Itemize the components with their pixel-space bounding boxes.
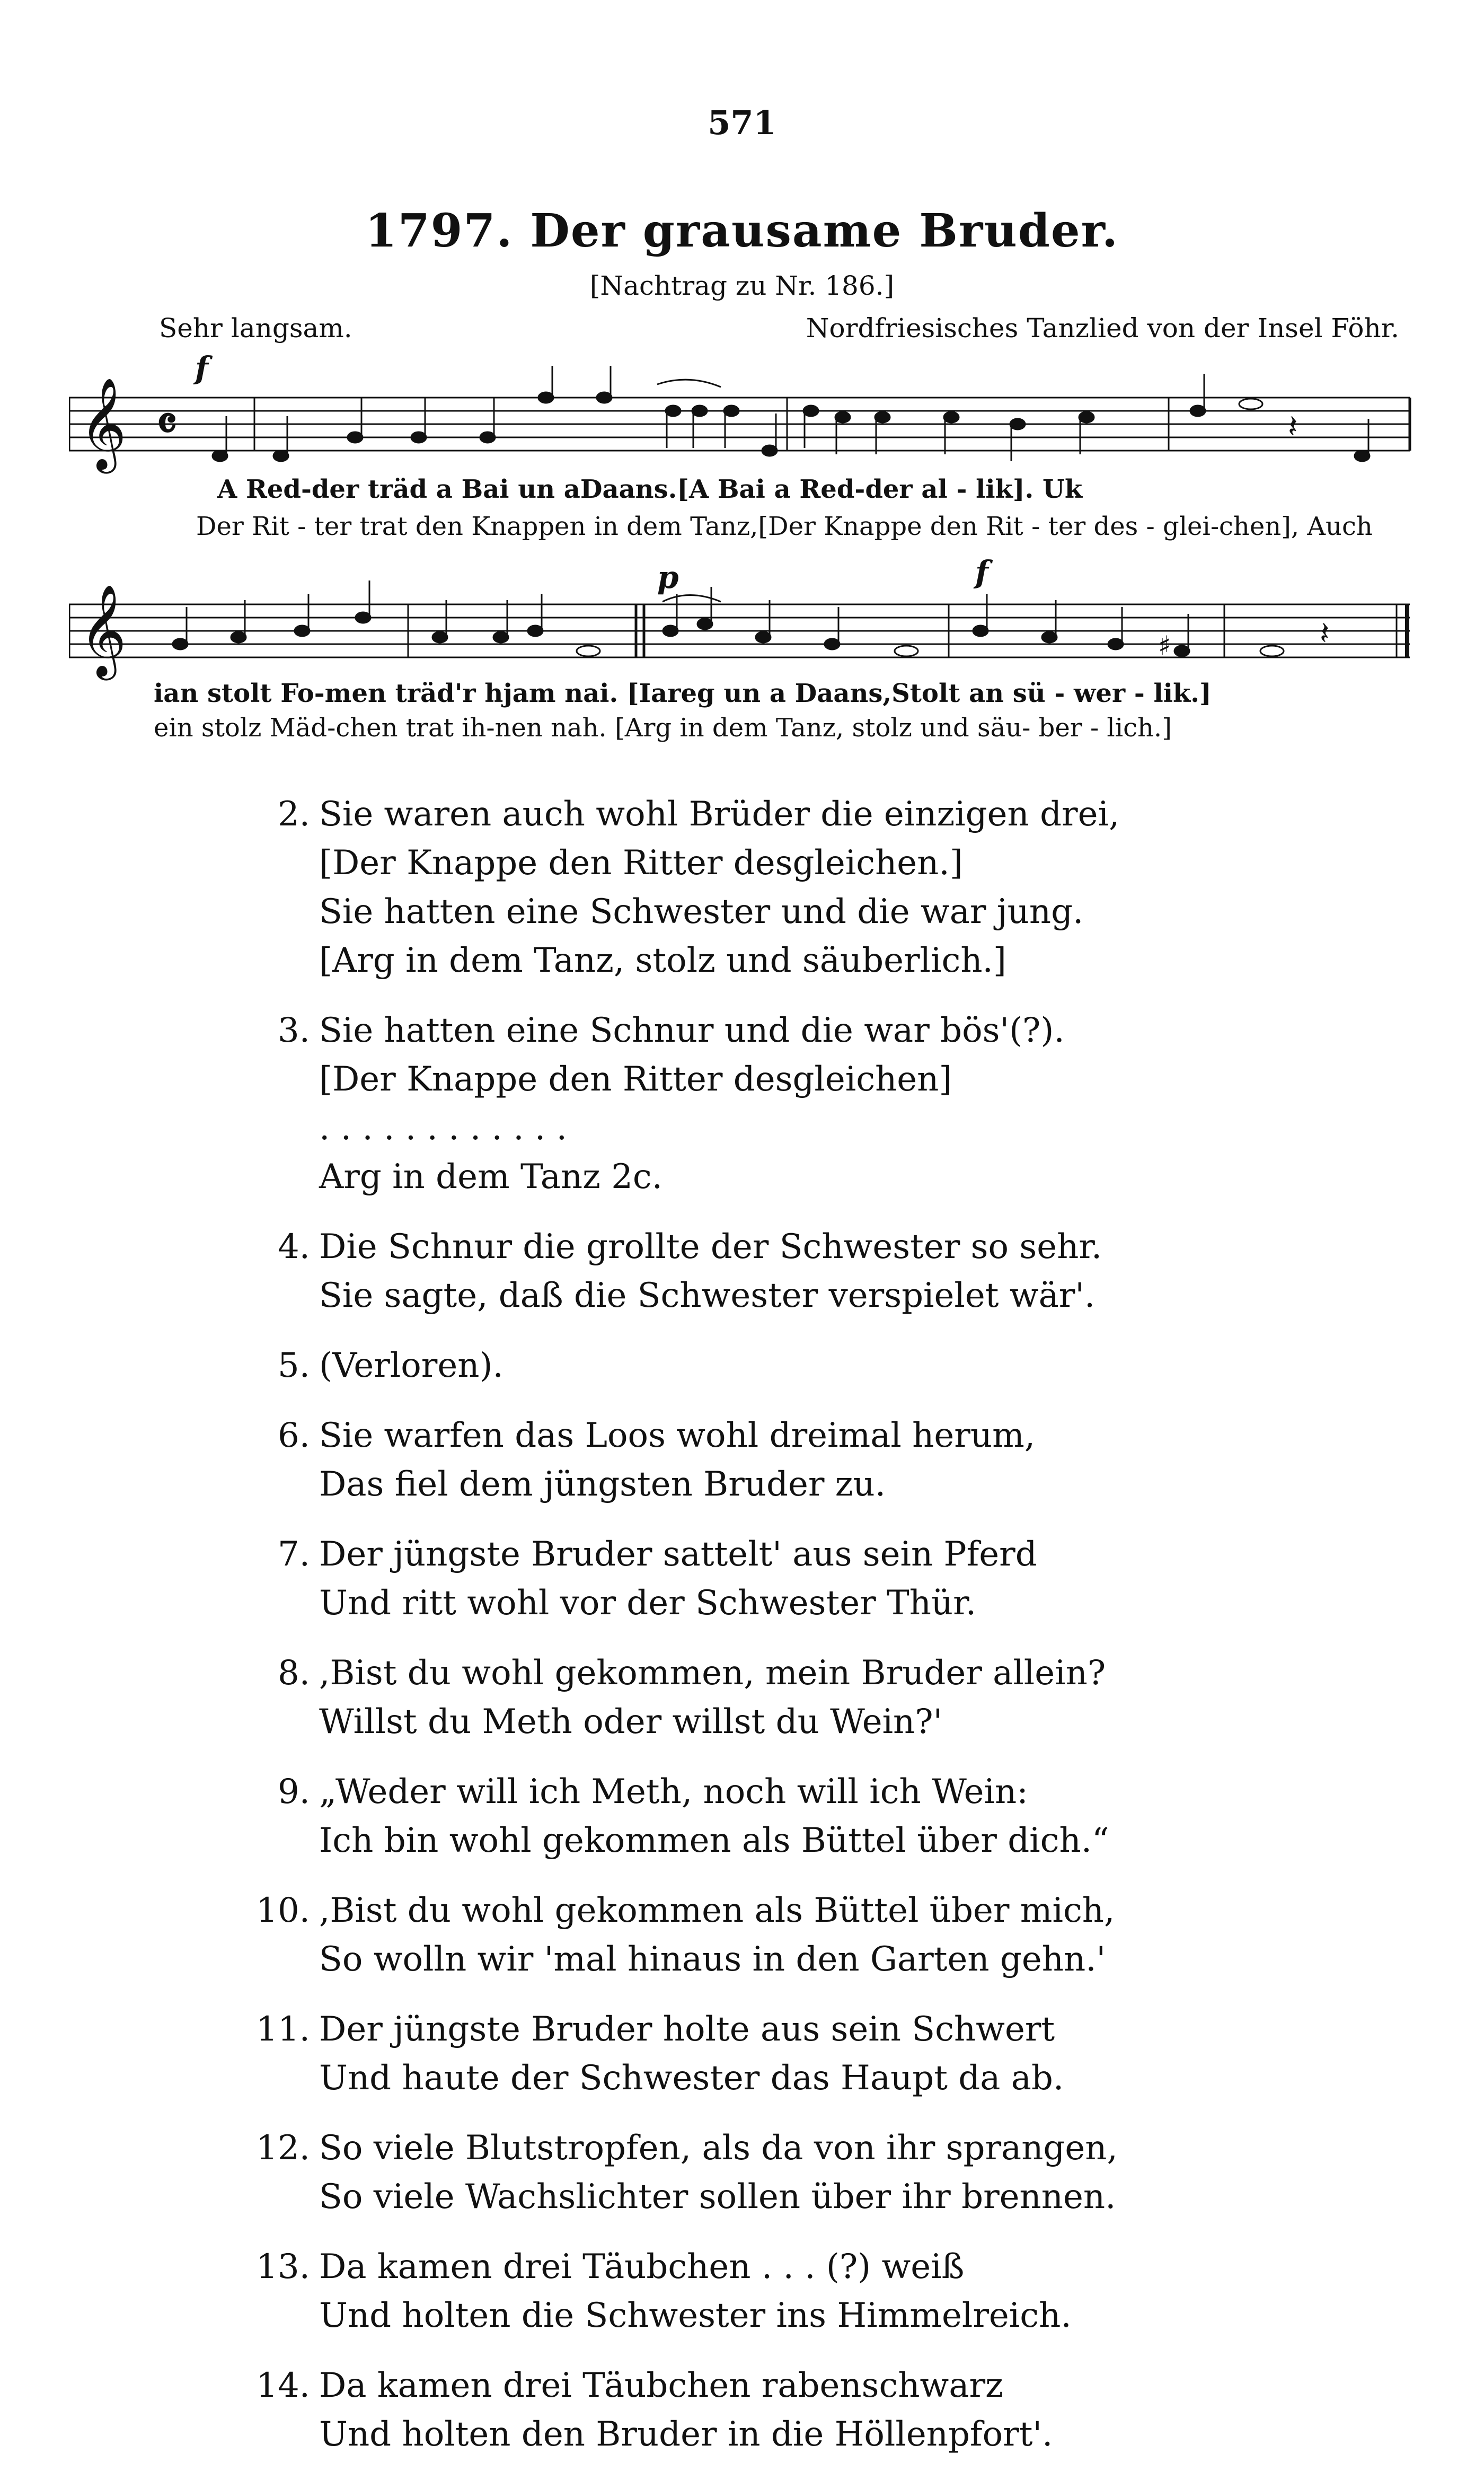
verse-6 — [249, 1411, 1389, 1509]
song-origin: Nordfriesisches Tanzlied von der Insel Föhr. — [806, 313, 1399, 344]
verse-number: 3. — [277, 1011, 310, 1050]
verse-4 — [249, 1223, 1389, 1320]
verse-number: 7. — [277, 1535, 310, 1574]
verse-line: Der jüngste Bruder sattelt' aus sein Pferd — [319, 1535, 1037, 1574]
verse-number: 12. — [256, 2129, 310, 2168]
verse-number: 5. — [277, 1346, 310, 1385]
tempo-marking: Sehr langsam. — [159, 313, 352, 344]
verse-line: Und ritt wohl vor der Schwester Thür. — [319, 1584, 977, 1623]
verse-line: Und holten die Schwester ins Himmelreich. — [319, 2296, 1072, 2335]
verse-number: 8. — [277, 1654, 310, 1693]
verse-number: 10. — [256, 1891, 310, 1930]
verse-line: ,Bist du wohl gekommen, mein Bruder allein? — [319, 1654, 1106, 1693]
dynamic-forte-2: f — [975, 554, 988, 590]
verse-line: „Weder will ich Meth, noch will ich Wein: — [319, 1772, 1028, 1811]
music-staff-2 — [69, 573, 1426, 694]
verse-number: 2. — [277, 795, 310, 834]
verse-line: Sie waren auch wohl Brüder die einzigen drei, — [319, 795, 1120, 834]
lyrics-system1-frisian: A Red-der träd a Bai un aDaans.[A Bai a Red-der al - lik]. Uk — [217, 474, 1083, 504]
verse-7 — [249, 1530, 1389, 1628]
verse-11 — [249, 2005, 1389, 2103]
verse-line: Sie warfen das Loos wohl dreimal herum, — [319, 1416, 1036, 1455]
verse-line: Ich bin wohl gekommen als Büttel über dich.“ — [319, 1821, 1109, 1860]
verse-number: 11. — [256, 2010, 310, 2049]
verse-line: Die Schnur die grollte der Schwester so sehr. — [319, 1227, 1102, 1267]
dynamic-piano: p — [657, 559, 679, 595]
verse-line: [Der Knappe den Ritter desgleichen.] — [319, 843, 963, 883]
verse-number: 13. — [256, 2247, 310, 2286]
verse-3 — [249, 1006, 1389, 1201]
dynamic-forte-1: f — [195, 350, 208, 386]
verse-line: (Verloren). — [319, 1346, 504, 1385]
verse-line: Und holten den Bruder in die Höllenpfort'. — [319, 2415, 1053, 2454]
verse-ellipsis: . . . . . . . . . . . . — [319, 1109, 567, 1148]
verse-line: Da kamen drei Täubchen . . . (?) weiß — [319, 2247, 965, 2286]
verse-line: Sie sagte, daß die Schwester verspielet wär'. — [319, 1276, 1096, 1315]
verse-line: Der jüngste Bruder holte aus sein Schwert — [319, 2010, 1055, 2049]
verse-8 — [249, 1649, 1389, 1746]
svg-text:𝄴: 𝄴 — [156, 396, 178, 451]
verse-line: Sie hatten eine Schwester und die war jung. — [319, 892, 1084, 931]
verse-line: So viele Blutstropfen, als da von ihr sprangen, — [319, 2129, 1118, 2168]
verse-10 — [249, 1886, 1389, 1984]
verse-line: ,Bist du wohl gekommen als Büttel über mich, — [319, 1891, 1115, 1930]
verse-number: 9. — [277, 1772, 310, 1811]
verse-5 — [249, 1341, 1389, 1390]
svg-text:𝄽: 𝄽 — [1320, 615, 1330, 652]
song-title: 1797. Der grausame Bruder. — [365, 204, 1119, 258]
verse-number: 6. — [277, 1416, 310, 1455]
verse-9 — [249, 1767, 1389, 1865]
verse-line: [Der Knappe den Ritter desgleichen] — [319, 1060, 952, 1099]
song-subtitle: [Nachtrag zu Nr. 186.] — [589, 270, 895, 301]
svg-text:𝄞: 𝄞 — [80, 377, 127, 470]
verse-12 — [249, 2124, 1389, 2221]
lyrics-system2-frisian: ian stolt Fo-men träd'r hjam nai. [Iareg un a Daans,Stolt an sü - wer - lik.] — [154, 679, 1212, 708]
verse-number: 14. — [256, 2366, 310, 2405]
verse-line: So wolln wir 'mal hinaus in den Garten gehn.' — [319, 1940, 1106, 1979]
verse-14 — [249, 2361, 1389, 2459]
verse-line: Arg in dem Tanz 2c. — [319, 1157, 663, 1197]
verse-2 — [249, 790, 1389, 985]
svg-text:𝄞: 𝄞 — [80, 584, 127, 676]
verse-line: So viele Wachslichter sollen über ihr brennen. — [319, 2177, 1116, 2217]
verse-line: Und haute der Schwester das Haupt da ab. — [319, 2059, 1064, 2098]
verse-number: 4. — [277, 1227, 310, 1267]
svg-text:𝄽: 𝄽 — [1288, 408, 1298, 445]
verse-line: Willst du Meth oder willst du Wein?' — [319, 1702, 943, 1742]
verse-line: Das fiel dem jüngsten Bruder zu. — [319, 1465, 886, 1504]
svg-text:♯: ♯ — [1158, 630, 1171, 661]
music-staff-1 — [69, 366, 1426, 488]
lyrics-system1-german: Der Rit - ter trat den Knappen in dem Tanz,[Der Knappe den Rit - ter des - glei-chen], Auch — [196, 512, 1373, 541]
verse-line: Da kamen drei Täubchen rabenschwarz — [319, 2366, 1003, 2405]
verse-line: [Arg in dem Tanz, stolz und säuberlich.] — [319, 941, 1006, 980]
page-number: 571 — [708, 103, 776, 142]
verse-line: Sie hatten eine Schnur und die war bös'(?). — [319, 1011, 1065, 1050]
lyrics-system2-german: ein stolz Mäd-chen trat ih-nen nah. [Arg in dem Tanz, stolz und säu- ber - lich.] — [154, 713, 1172, 743]
verse-list — [249, 790, 1389, 2480]
verse-13 — [249, 2242, 1389, 2340]
